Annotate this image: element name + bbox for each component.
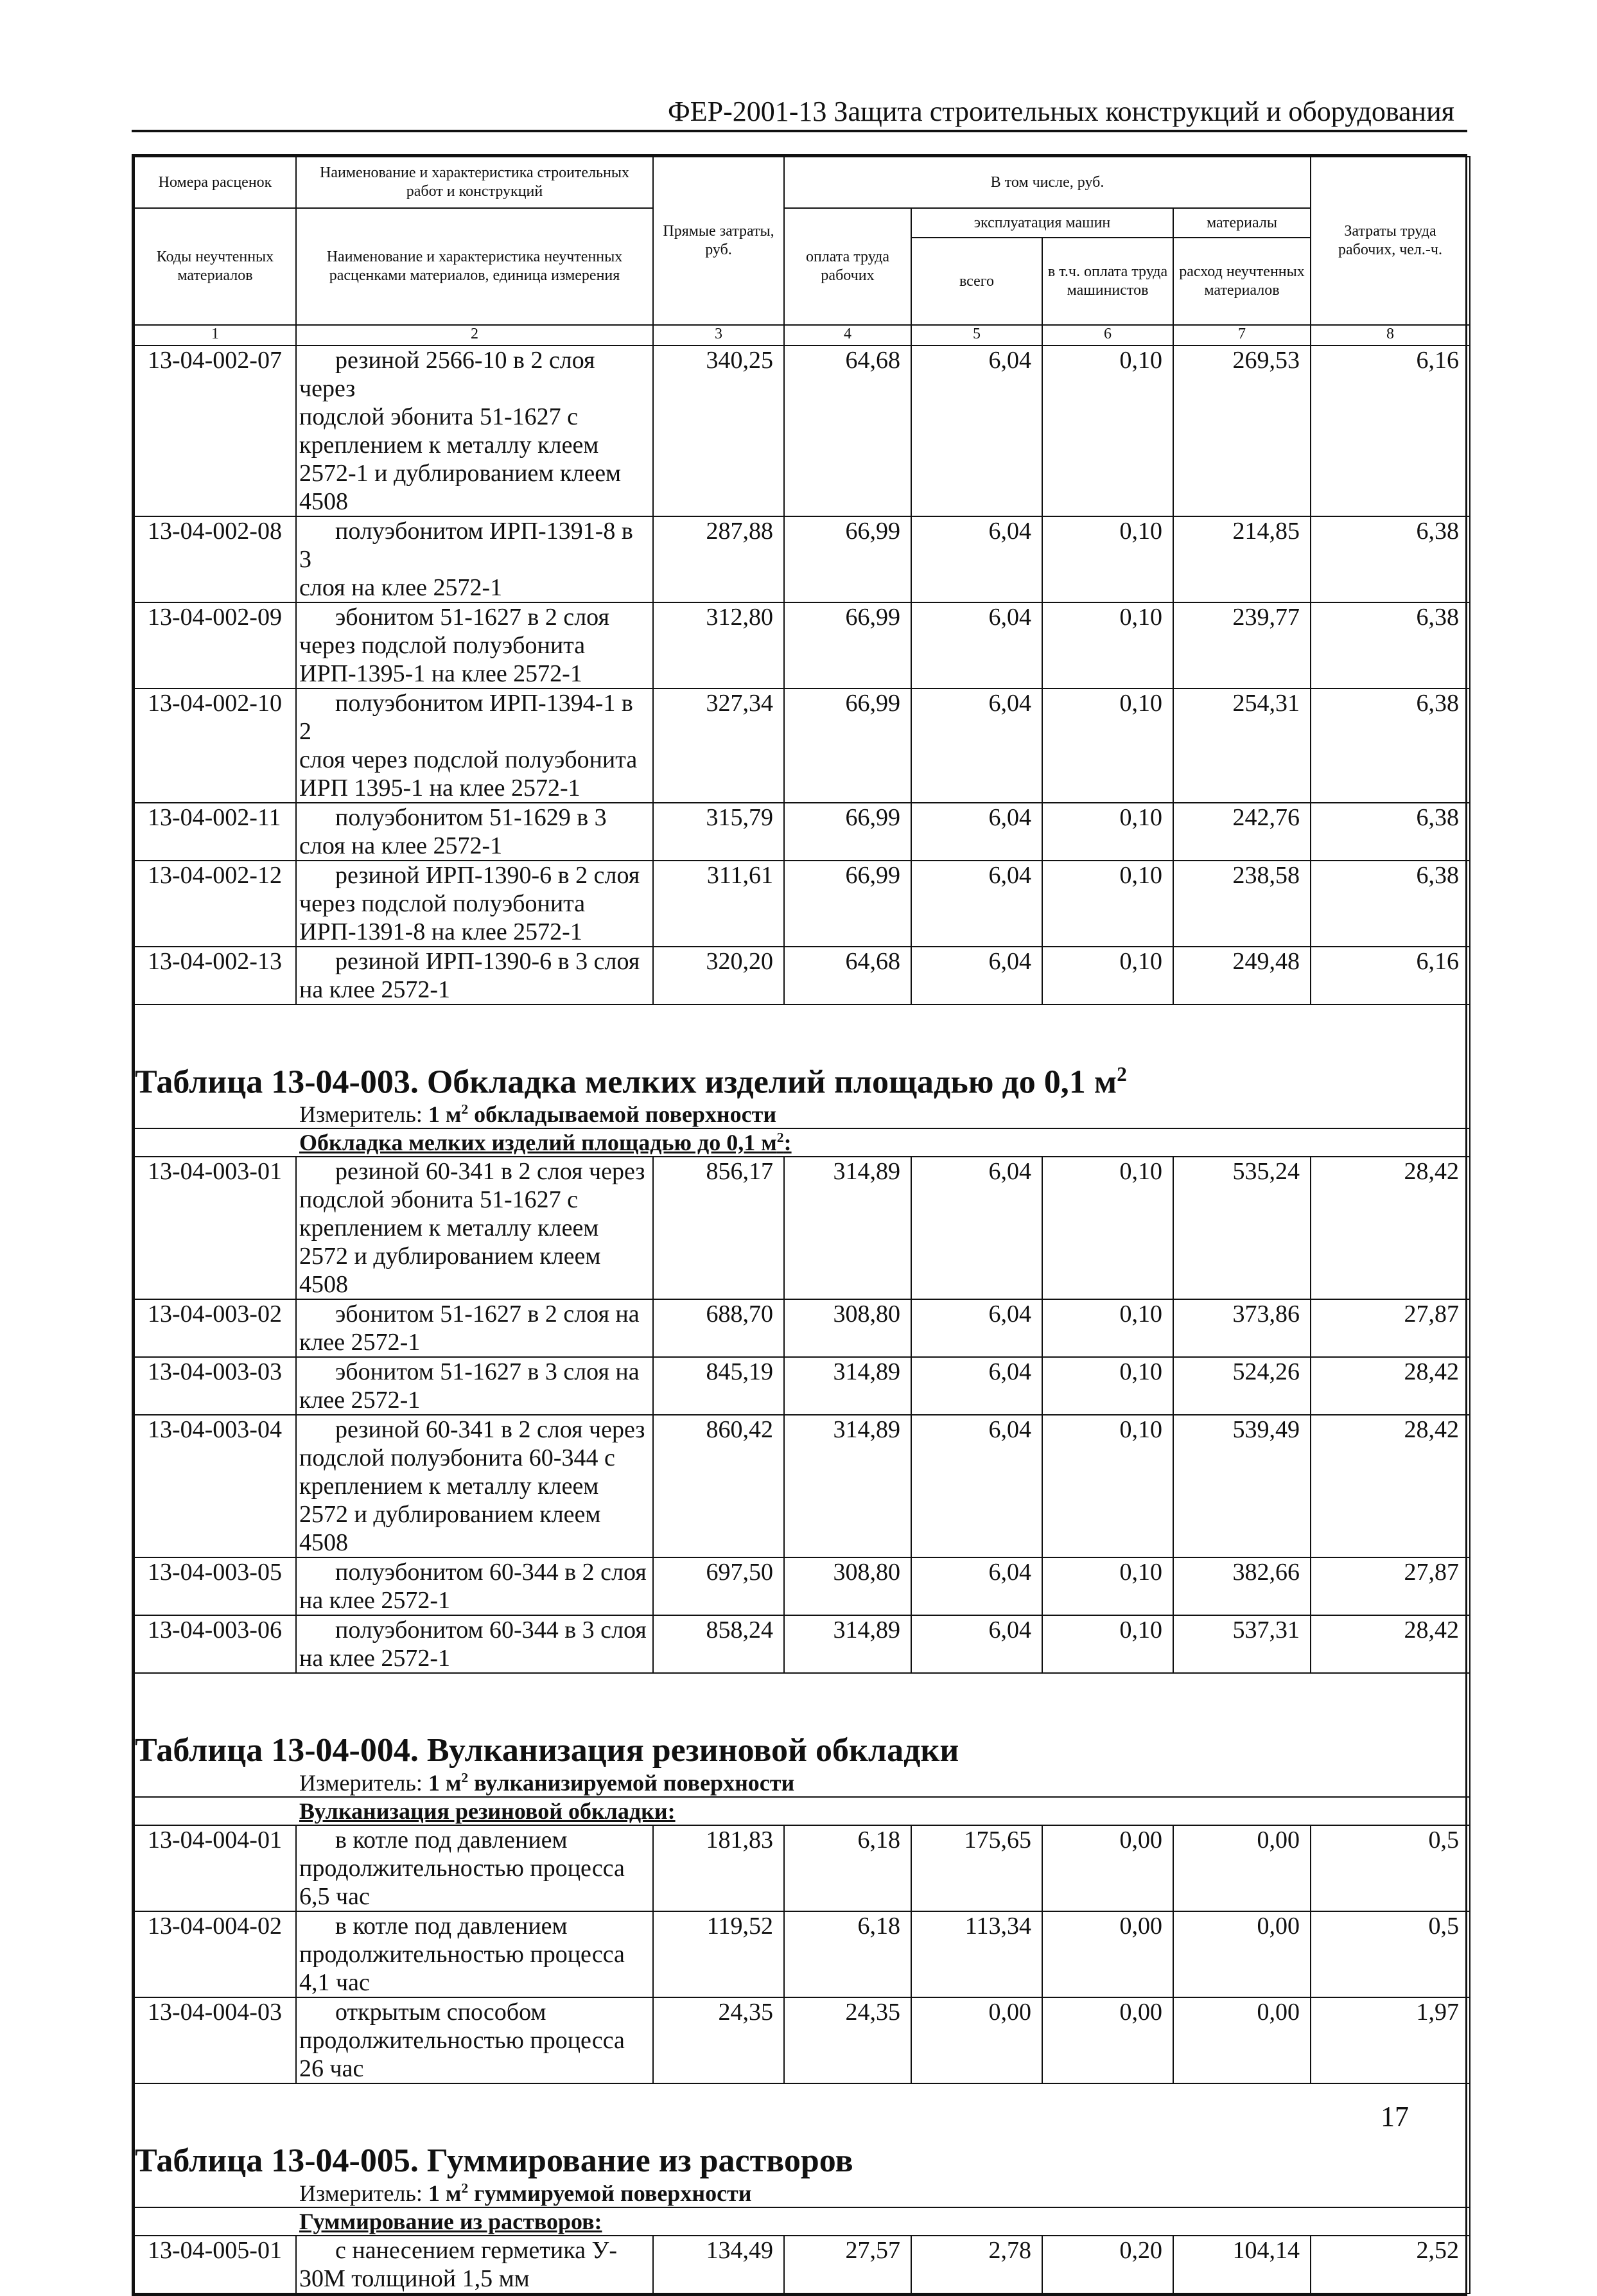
rate-code: 13-04-004-01 bbox=[134, 1825, 296, 1911]
value-labor: 66,99 bbox=[784, 516, 911, 602]
table-row bbox=[134, 947, 1470, 1004]
table-13-04-003-title-row bbox=[134, 1037, 1470, 1101]
measure-rest: гуммируемой поверхности bbox=[468, 2180, 752, 2207]
value-labor: 314,89 bbox=[784, 1415, 911, 1557]
rate-code: 13-04-002-10 bbox=[134, 688, 296, 803]
col-num-5: 5 bbox=[911, 325, 1042, 346]
description-first-line: полуэбонитом 60-344 в 2 слоя bbox=[335, 1559, 647, 1586]
table-13-04-005-measure-row bbox=[134, 2180, 1470, 2207]
value-labor: 24,35 bbox=[784, 1997, 911, 2083]
value-labor: 66,99 bbox=[784, 602, 911, 688]
work-description bbox=[296, 1825, 653, 1911]
table-13-04-003-title: Таблица 13-04-003. Обкладка мелких изделий площадью до 0,1 м bbox=[135, 1064, 1117, 1101]
description-rest: слоя через подслой полуэбонита ИРП 1395-1 на клее 2572-1 bbox=[299, 746, 638, 802]
value-hours: 28,42 bbox=[1311, 1615, 1470, 1673]
table-13-04-005-title: Таблица 13-04-005. Гуммирование из растворов bbox=[135, 2143, 853, 2180]
rate-code: 13-04-002-12 bbox=[134, 861, 296, 947]
rates-table bbox=[134, 156, 1470, 2294]
value-machlab: 0,00 bbox=[1042, 1997, 1173, 2083]
description-first-line: полуэбонитом 51-1629 в 3 bbox=[335, 804, 607, 831]
work-description bbox=[296, 1615, 653, 1673]
value-machlab: 0,10 bbox=[1042, 602, 1173, 688]
value-direct: 24,35 bbox=[653, 1997, 784, 2083]
col-incl: В том числе, руб. bbox=[784, 157, 1311, 208]
table-row bbox=[134, 861, 1470, 947]
description-first-line: в котле под давлением bbox=[335, 1913, 568, 1940]
value-machlab: 0,10 bbox=[1042, 1357, 1173, 1415]
work-description bbox=[296, 688, 653, 803]
work-description bbox=[296, 803, 653, 861]
col-machinist-pay: в т.ч. оплата труда машинистов bbox=[1047, 263, 1168, 299]
value-direct: 287,88 bbox=[653, 516, 784, 602]
value-direct: 327,34 bbox=[653, 688, 784, 803]
value-mach: 6,04 bbox=[911, 1415, 1042, 1557]
table-row bbox=[134, 1615, 1470, 1673]
description-rest: продолжительностью процесса 26 час bbox=[299, 2027, 625, 2083]
value-mat: 242,76 bbox=[1173, 803, 1311, 861]
description-rest: клее 2572-1 bbox=[299, 1329, 421, 1356]
description-first-line: в котле под давлением bbox=[335, 1827, 568, 1854]
value-hours: 6,16 bbox=[1311, 346, 1470, 516]
work-description bbox=[296, 947, 653, 1004]
work-description bbox=[296, 1299, 653, 1357]
value-mach: 6,04 bbox=[911, 1557, 1042, 1615]
value-mat: 0,00 bbox=[1173, 1911, 1311, 1997]
running-header: ФЕР-2001-13 Защита строительных конструкций и оборудования bbox=[668, 96, 1454, 127]
value-hours: 0,5 bbox=[1311, 1911, 1470, 1997]
value-labor: 64,68 bbox=[784, 346, 911, 516]
value-mach: 6,04 bbox=[911, 1157, 1042, 1299]
description-first-line: эбонитом 51-1627 в 2 слоя bbox=[335, 604, 609, 631]
table-row bbox=[134, 2236, 1470, 2293]
col-labor-hours: Затраты труда рабочих, чел.-ч. bbox=[1311, 157, 1470, 325]
rate-code: 13-04-003-05 bbox=[134, 1557, 296, 1615]
measure-rest: обкладываемой поверхности bbox=[468, 1101, 777, 1128]
value-machlab: 0,10 bbox=[1042, 516, 1173, 602]
rate-code: 13-04-003-06 bbox=[134, 1615, 296, 1673]
value-labor: 314,89 bbox=[784, 1357, 911, 1415]
table-row bbox=[134, 346, 1470, 516]
table-13-04-005-subhead-row bbox=[134, 2207, 1470, 2236]
table-row bbox=[134, 1157, 1470, 1299]
value-hours: 6,38 bbox=[1311, 861, 1470, 947]
value-mat: 238,58 bbox=[1173, 861, 1311, 947]
description-first-line: резиной 60-341 в 2 слоя через bbox=[335, 1416, 645, 1444]
value-machlab: 0,20 bbox=[1042, 2236, 1173, 2293]
value-mat: 214,85 bbox=[1173, 516, 1311, 602]
value-direct: 134,49 bbox=[653, 2236, 784, 2293]
sup: 2 bbox=[1117, 1063, 1127, 1085]
header-rule bbox=[132, 130, 1467, 132]
value-labor: 6,18 bbox=[784, 1911, 911, 1997]
table-13-04-003-measure-row bbox=[134, 1101, 1470, 1128]
description-first-line: полуэбонитом ИРП-1394-1 в 2 bbox=[299, 690, 633, 745]
value-labor: 6,18 bbox=[784, 1825, 911, 1911]
value-machlab: 0,10 bbox=[1042, 803, 1173, 861]
work-description bbox=[296, 2236, 653, 2293]
description-rest: на клее 2572-1 bbox=[299, 1645, 451, 1672]
work-description bbox=[296, 1357, 653, 1415]
value-hours: 28,42 bbox=[1311, 1415, 1470, 1557]
measure-value: 1 м bbox=[428, 1101, 462, 1128]
value-direct: 311,61 bbox=[653, 861, 784, 947]
value-direct: 858,24 bbox=[653, 1615, 784, 1673]
value-direct: 320,20 bbox=[653, 947, 784, 1004]
value-labor: 64,68 bbox=[784, 947, 911, 1004]
value-direct: 688,70 bbox=[653, 1299, 784, 1357]
header-row-1 bbox=[134, 157, 1470, 208]
value-mach: 6,04 bbox=[911, 947, 1042, 1004]
value-hours: 0,5 bbox=[1311, 1825, 1470, 1911]
group-13-04-004 bbox=[134, 1825, 1470, 2083]
col-material-codes: Коды неучтенных материалов bbox=[134, 208, 296, 325]
measure-label: Измеритель: bbox=[299, 2180, 428, 2207]
description-first-line: резиной 60-341 в 2 слоя через bbox=[335, 1158, 645, 1186]
group-13-04-005 bbox=[134, 2236, 1470, 2293]
value-hours: 6,16 bbox=[1311, 947, 1470, 1004]
description-first-line: резиной ИРП-1390-6 в 3 слоя bbox=[335, 948, 640, 975]
rate-code: 13-04-003-02 bbox=[134, 1299, 296, 1357]
description-first-line: резиной 2566-10 в 2 слоя через bbox=[299, 347, 595, 402]
value-mat: 249,48 bbox=[1173, 947, 1311, 1004]
table-row bbox=[134, 1997, 1470, 2083]
value-hours: 28,42 bbox=[1311, 1157, 1470, 1299]
value-hours: 6,38 bbox=[1311, 602, 1470, 688]
sup: 2 bbox=[461, 1101, 469, 1117]
col-machines-total: всего bbox=[912, 238, 1042, 324]
value-labor: 308,80 bbox=[784, 1557, 911, 1615]
value-labor: 66,99 bbox=[784, 861, 911, 947]
table-13-04-005-title-row bbox=[134, 2116, 1470, 2180]
rate-code: 13-04-003-04 bbox=[134, 1415, 296, 1557]
description-rest: продолжительностью процесса 6,5 час bbox=[299, 1855, 625, 1911]
value-hours: 27,87 bbox=[1311, 1557, 1470, 1615]
rate-code: 13-04-004-02 bbox=[134, 1911, 296, 1997]
value-machlab: 0,10 bbox=[1042, 1157, 1173, 1299]
value-labor: 66,99 bbox=[784, 803, 911, 861]
col-labor-pay: оплата труда рабочих bbox=[784, 208, 911, 325]
value-mach: 6,04 bbox=[911, 1615, 1042, 1673]
header-row-2 bbox=[134, 208, 1470, 325]
value-direct: 119,52 bbox=[653, 1911, 784, 1997]
value-mat: 269,53 bbox=[1173, 346, 1311, 516]
table-13-04-004-title-row bbox=[134, 1706, 1470, 1769]
table-row bbox=[134, 1911, 1470, 1997]
description-rest: продолжительностью процесса 4,1 час bbox=[299, 1941, 625, 1997]
description-rest: слоя на клее 2572-1 bbox=[299, 832, 503, 859]
work-description bbox=[296, 346, 653, 516]
value-mach: 0,00 bbox=[911, 1997, 1042, 2083]
measure-value: 1 м bbox=[428, 2180, 462, 2207]
description-first-line: с нанесением герметика У- bbox=[335, 2237, 618, 2265]
value-machlab: 0,10 bbox=[1042, 1415, 1173, 1557]
value-mach: 2,78 bbox=[911, 2236, 1042, 2293]
value-machlab: 0,10 bbox=[1042, 1557, 1173, 1615]
value-hours: 6,38 bbox=[1311, 803, 1470, 861]
value-machlab: 0,10 bbox=[1042, 688, 1173, 803]
value-hours: 6,38 bbox=[1311, 688, 1470, 803]
rate-code: 13-04-002-09 bbox=[134, 602, 296, 688]
value-mach: 6,04 bbox=[911, 1299, 1042, 1357]
subhead: Обкладка мелких изделий площадью до 0,1 м bbox=[299, 1130, 777, 1156]
machines-subheader bbox=[912, 209, 1173, 324]
table-row bbox=[134, 602, 1470, 688]
col-rate-numbers: Номера расценок bbox=[134, 157, 296, 208]
col-num-2: 2 bbox=[296, 325, 653, 346]
measure-label: Измеритель: bbox=[299, 1770, 428, 1796]
value-labor: 66,99 bbox=[784, 688, 911, 803]
description-rest: через подслой полуэбонита ИРП-1395-1 на клее 2572-1 bbox=[299, 632, 586, 687]
subhead: Вулканизация резиновой обкладки: bbox=[299, 1798, 676, 1825]
measure-rest: вулканизируемой поверхности bbox=[468, 1770, 795, 1796]
value-direct: 315,79 bbox=[653, 803, 784, 861]
value-mat: 524,26 bbox=[1173, 1357, 1311, 1415]
value-mach: 175,65 bbox=[911, 1825, 1042, 1911]
description-rest: подслой полуэбонита 60-344 с креплением к металлу клеем 2572 и дублированием клеем 4508 bbox=[299, 1444, 615, 1557]
sup: 2 bbox=[461, 2180, 469, 2196]
table-row bbox=[134, 1415, 1470, 1557]
value-labor: 314,89 bbox=[784, 1615, 911, 1673]
description-rest: на клее 2572-1 bbox=[299, 1587, 451, 1615]
description-rest: на клее 2572-1 bbox=[299, 976, 451, 1003]
value-mat: 0,00 bbox=[1173, 1825, 1311, 1911]
group-13-04-002 bbox=[134, 346, 1470, 1004]
col-unaccounted-materials: расход неучтенных материалов bbox=[1179, 263, 1305, 299]
value-machlab: 0,00 bbox=[1042, 1911, 1173, 1997]
col-num-1: 1 bbox=[134, 325, 296, 346]
value-mat: 382,66 bbox=[1173, 1557, 1311, 1615]
col-num-3: 3 bbox=[653, 325, 784, 346]
value-direct: 312,80 bbox=[653, 602, 784, 688]
value-machlab: 0,10 bbox=[1042, 1615, 1173, 1673]
description-first-line: эбонитом 51-1627 в 2 слоя на bbox=[335, 1301, 640, 1328]
value-mat: 373,86 bbox=[1173, 1299, 1311, 1357]
value-mat: 104,14 bbox=[1173, 2236, 1311, 2293]
description-rest: через подслой полуэбонита ИРП-1391-8 на клее 2572-1 bbox=[299, 890, 586, 945]
value-mach: 6,04 bbox=[911, 602, 1042, 688]
col-materials: материалы bbox=[1174, 209, 1310, 238]
value-labor: 27,57 bbox=[784, 2236, 911, 2293]
description-first-line: полуэбонитом 60-344 в 3 слоя bbox=[335, 1617, 647, 1644]
value-machlab: 0,10 bbox=[1042, 1299, 1173, 1357]
value-hours: 6,38 bbox=[1311, 516, 1470, 602]
work-description bbox=[296, 1911, 653, 1997]
group-13-04-003 bbox=[134, 1157, 1470, 1673]
work-description bbox=[296, 1997, 653, 2083]
work-description bbox=[296, 516, 653, 602]
value-direct: 860,42 bbox=[653, 1415, 784, 1557]
value-hours: 1,97 bbox=[1311, 1997, 1470, 2083]
work-description bbox=[296, 861, 653, 947]
description-rest: слоя на клее 2572-1 bbox=[299, 574, 503, 601]
value-mach: 6,04 bbox=[911, 516, 1042, 602]
value-hours: 28,42 bbox=[1311, 1357, 1470, 1415]
value-hours: 27,87 bbox=[1311, 1299, 1470, 1357]
rate-code: 13-04-003-03 bbox=[134, 1357, 296, 1415]
description-rest: подслой эбонита 51-1627 с креплением к металлу клеем 2572 и дублированием клеем 4508 bbox=[299, 1186, 601, 1299]
value-labor: 314,89 bbox=[784, 1157, 911, 1299]
col-num-8: 8 bbox=[1311, 325, 1470, 346]
rate-code: 13-04-002-13 bbox=[134, 947, 296, 1004]
rate-code: 13-04-002-08 bbox=[134, 516, 296, 602]
table-13-04-004-subhead-row bbox=[134, 1797, 1470, 1825]
table-row bbox=[134, 1557, 1470, 1615]
measure-value: 1 м bbox=[428, 1770, 462, 1796]
description-rest: клее 2572-1 bbox=[299, 1387, 421, 1414]
value-mach: 6,04 bbox=[911, 861, 1042, 947]
description-first-line: открытым способом bbox=[335, 1999, 546, 2026]
col-machines: эксплуатация машин bbox=[912, 209, 1173, 238]
value-direct: 340,25 bbox=[653, 346, 784, 516]
col-num-6: 6 bbox=[1042, 325, 1173, 346]
work-description bbox=[296, 1557, 653, 1615]
description-first-line: полуэбонитом ИРП-1391-8 в 3 bbox=[299, 518, 633, 573]
description-first-line: резиной ИРП-1390-6 в 2 слоя bbox=[335, 862, 640, 889]
rates-table-frame bbox=[132, 154, 1467, 2296]
value-mat: 0,00 bbox=[1173, 1997, 1311, 2083]
sup: 2 bbox=[461, 1770, 469, 1786]
sup: 2 bbox=[776, 1130, 784, 1146]
value-mat: 535,24 bbox=[1173, 1157, 1311, 1299]
value-mach: 6,04 bbox=[911, 346, 1042, 516]
value-mach: 6,04 bbox=[911, 803, 1042, 861]
col-work-name: Наименование и характеристика строительных работ и конструкций bbox=[296, 157, 653, 208]
table-13-04-004-measure-row bbox=[134, 1769, 1470, 1797]
subhead-rest: : bbox=[783, 1130, 792, 1156]
table-row bbox=[134, 1299, 1470, 1357]
value-machlab: 0,00 bbox=[1042, 1825, 1173, 1911]
rate-code: 13-04-002-11 bbox=[134, 803, 296, 861]
value-mach: 6,04 bbox=[911, 688, 1042, 803]
work-description bbox=[296, 1157, 653, 1299]
rate-code: 13-04-002-07 bbox=[134, 346, 296, 516]
value-mach: 6,04 bbox=[911, 1357, 1042, 1415]
table-row bbox=[134, 803, 1470, 861]
description-rest: 30М толщиной 1,5 мм bbox=[299, 2265, 530, 2293]
description-first-line: эбонитом 51-1627 в 3 слоя на bbox=[335, 1358, 640, 1386]
table-row bbox=[134, 1357, 1470, 1415]
value-mat: 537,31 bbox=[1173, 1615, 1311, 1673]
col-direct-costs: Прямые затраты, руб. bbox=[653, 157, 784, 325]
measure-label: Измеритель: bbox=[299, 1101, 428, 1128]
rate-code: 13-04-003-01 bbox=[134, 1157, 296, 1299]
table-row bbox=[134, 688, 1470, 803]
value-machlab: 0,10 bbox=[1042, 947, 1173, 1004]
value-machlab: 0,10 bbox=[1042, 346, 1173, 516]
materials-subheader bbox=[1174, 209, 1310, 324]
value-direct: 697,50 bbox=[653, 1557, 784, 1615]
work-description bbox=[296, 1415, 653, 1557]
table-row bbox=[134, 1825, 1470, 1911]
subhead: Гуммирование из растворов: bbox=[299, 2209, 602, 2235]
table-row bbox=[134, 516, 1470, 602]
table-13-04-004-title: Таблица 13-04-004. Вулканизация резиновой обкладки bbox=[135, 1732, 959, 1769]
rate-code: 13-04-005-01 bbox=[134, 2236, 296, 2293]
column-numbers-row bbox=[134, 325, 1470, 346]
table-13-04-003-subhead-row bbox=[134, 1128, 1470, 1157]
value-mach: 113,34 bbox=[911, 1911, 1042, 1997]
value-hours: 2,52 bbox=[1311, 2236, 1470, 2293]
rate-code: 13-04-004-03 bbox=[134, 1997, 296, 2083]
description-rest: подслой эбонита 51-1627 с креплением к металлу клеем 2572-1 и дублированием клеем 4508 bbox=[299, 403, 622, 515]
value-machlab: 0,10 bbox=[1042, 861, 1173, 947]
value-direct: 181,83 bbox=[653, 1825, 784, 1911]
col-num-7: 7 bbox=[1173, 325, 1311, 346]
page-number: 17 bbox=[1381, 2101, 1409, 2132]
value-labor: 308,80 bbox=[784, 1299, 911, 1357]
value-direct: 856,17 bbox=[653, 1157, 784, 1299]
col-num-4: 4 bbox=[784, 325, 911, 346]
value-mat: 254,31 bbox=[1173, 688, 1311, 803]
col-material-name: Наименование и характеристика неучтенных расценками материалов, единица измерения bbox=[296, 208, 653, 325]
work-description bbox=[296, 602, 653, 688]
value-mat: 239,77 bbox=[1173, 602, 1311, 688]
value-direct: 845,19 bbox=[653, 1357, 784, 1415]
value-mat: 539,49 bbox=[1173, 1415, 1311, 1557]
